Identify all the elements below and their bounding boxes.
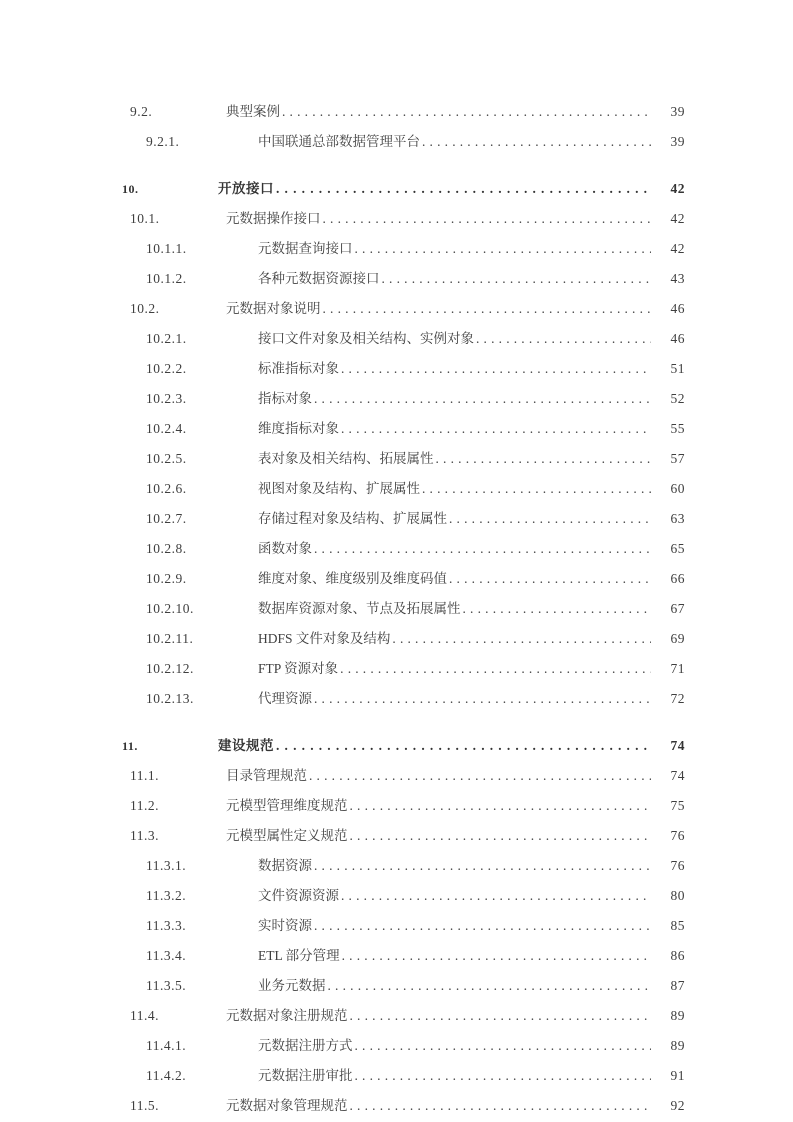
- toc-entry[interactable]: [108, 345, 685, 375]
- toc-leader-dots: [436, 452, 652, 466]
- toc-entry-number: 11.3.1.: [146, 857, 187, 873]
- toc-entry[interactable]: [108, 902, 685, 932]
- toc-entry-number: 9.2.1.: [146, 133, 180, 149]
- toc-entry-title: 数据库资源对象、节点及拓展属性: [258, 600, 461, 616]
- toc-entry-number: 11.3.4.: [146, 947, 187, 963]
- toc-entry-page-number: 74: [670, 767, 685, 783]
- toc-leader-dots: [314, 859, 651, 873]
- toc-entry-title: 标准指标对象: [258, 360, 339, 376]
- toc-entry[interactable]: [108, 585, 685, 615]
- toc-entry-title: 目录管理规范: [226, 767, 307, 783]
- toc-entry-title: 建设规范: [218, 737, 274, 753]
- toc-entry-number: 10.2.7.: [146, 510, 187, 526]
- toc-entry-number: 10.1.: [130, 210, 160, 226]
- toc-entry-number: 11.1.: [130, 767, 159, 783]
- toc-leader-dots: [314, 692, 651, 706]
- toc-entry-page-number: 71: [670, 660, 685, 676]
- toc-entry-title: 文件资源资源: [258, 887, 339, 903]
- toc-entry[interactable]: [108, 555, 685, 585]
- toc-leader-dots: [449, 512, 651, 526]
- toc-entry-number: 11.: [122, 739, 138, 753]
- toc-entry-page-number: 74: [670, 737, 685, 753]
- toc-entry[interactable]: [108, 992, 685, 1022]
- toc-entry-title: 元数据操作接口: [226, 210, 321, 226]
- toc-entry-title: 指标对象: [258, 390, 312, 406]
- toc-entry-page-number: 39: [670, 103, 685, 119]
- toc-entry-number: 10.1.1.: [146, 240, 187, 256]
- toc-entry-number: 11.5.: [130, 1097, 159, 1113]
- toc-leader-dots: [276, 182, 651, 196]
- toc-entry-number: 10.2.1.: [146, 330, 187, 346]
- toc-entry-page-number: 43: [670, 270, 685, 286]
- toc-entry[interactable]: [108, 88, 685, 118]
- toc-entry-title: ETL 部分管理: [258, 947, 340, 963]
- toc-entry[interactable]: [108, 255, 685, 285]
- toc-leader-dots: [449, 572, 651, 586]
- toc-entry[interactable]: [108, 722, 685, 752]
- toc-entry-title: 元模型属性定义规范: [226, 827, 348, 843]
- toc-leader-dots: [323, 302, 652, 316]
- toc-entry-number: 10.2.: [130, 300, 160, 316]
- toc-leader-dots: [340, 662, 651, 676]
- toc-entry[interactable]: [108, 465, 685, 495]
- toc-entry-number: 10.2.2.: [146, 360, 187, 376]
- toc-leader-dots: [323, 212, 652, 226]
- toc-leader-dots: [350, 829, 652, 843]
- toc-leader-dots: [350, 1009, 652, 1023]
- toc-entry-title: 视图对象及结构、扩展属性: [258, 480, 420, 496]
- toc-entry-title: 各种元数据资源接口: [258, 270, 380, 286]
- toc-leader-dots: [276, 739, 651, 753]
- toc-entry[interactable]: [108, 962, 685, 992]
- toc-leader-dots: [314, 392, 651, 406]
- toc-entry-page-number: 55: [670, 420, 685, 436]
- toc-entry-page-number: 91: [670, 1067, 685, 1083]
- toc-leader-dots: [392, 632, 651, 646]
- toc-entry[interactable]: [108, 118, 685, 148]
- toc-entry-number: 11.4.1.: [146, 1037, 187, 1053]
- toc-leader-dots: [309, 769, 651, 783]
- toc-entry-title: FTP 资源对象: [258, 660, 339, 676]
- toc-entry-page-number: 42: [670, 180, 685, 196]
- toc-entry[interactable]: [108, 405, 685, 435]
- toc-entry-page-number: 63: [670, 510, 685, 526]
- toc-entry-number: 10.2.8.: [146, 540, 187, 556]
- toc-entry-page-number: 46: [670, 330, 685, 346]
- toc-entry-title: 函数对象: [258, 540, 312, 556]
- toc-entry-number: 10.: [122, 182, 139, 196]
- toc-entry-number: 11.2.: [130, 797, 159, 813]
- toc-entry-number: 11.4.2.: [146, 1067, 187, 1083]
- toc-entry-title: 元数据对象管理规范: [226, 1097, 348, 1113]
- toc-entry-page-number: 75: [670, 797, 685, 813]
- toc-entry[interactable]: [108, 842, 685, 872]
- toc-leader-dots: [341, 362, 651, 376]
- toc-entry-number: 10.2.13.: [146, 690, 194, 706]
- toc-entry-title: 维度指标对象: [258, 420, 339, 436]
- toc-entry[interactable]: [108, 315, 685, 345]
- table-of-contents: [108, 88, 685, 1112]
- toc-entry-page-number: 66: [670, 570, 685, 586]
- toc-entry[interactable]: [108, 1082, 685, 1112]
- toc-entry[interactable]: [108, 225, 685, 255]
- toc-entry-page-number: 89: [670, 1037, 685, 1053]
- toc-leader-dots: [314, 919, 651, 933]
- toc-leader-dots: [382, 272, 652, 286]
- toc-leader-dots: [341, 889, 651, 903]
- toc-entry-page-number: 52: [670, 390, 685, 406]
- toc-entry-number: 9.2.: [130, 103, 153, 119]
- toc-entry-title: 元模型管理维度规范: [226, 797, 348, 813]
- toc-entry-title: 元数据注册方式: [258, 1037, 353, 1053]
- toc-leader-dots: [341, 422, 651, 436]
- toc-entry-title: 元数据对象注册规范: [226, 1007, 348, 1023]
- toc-entry-number: 11.3.5.: [146, 977, 187, 993]
- toc-entry-page-number: 65: [670, 540, 685, 556]
- toc-entry-page-number: 42: [670, 240, 685, 256]
- toc-entry-page-number: 76: [670, 827, 685, 843]
- toc-leader-dots: [422, 135, 651, 149]
- toc-entry-number: 11.4.: [130, 1007, 159, 1023]
- toc-entry-page-number: 42: [670, 210, 685, 226]
- toc-entry-number: 10.2.10.: [146, 600, 194, 616]
- toc-entry[interactable]: [108, 872, 685, 902]
- toc-leader-dots: [463, 602, 652, 616]
- toc-leader-dots: [422, 482, 651, 496]
- toc-leader-dots: [314, 542, 651, 556]
- toc-entry[interactable]: [108, 525, 685, 555]
- toc-entry-page-number: 86: [670, 947, 685, 963]
- toc-entry-page-number: 85: [670, 917, 685, 933]
- toc-entry-page-number: 57: [670, 450, 685, 466]
- toc-entry-title: 典型案例: [226, 103, 280, 119]
- toc-leader-dots: [355, 1069, 652, 1083]
- toc-entry-title: 元数据注册审批: [258, 1067, 353, 1083]
- toc-entry[interactable]: [108, 752, 685, 782]
- toc-entry-page-number: 60: [670, 480, 685, 496]
- toc-entry[interactable]: [108, 435, 685, 465]
- toc-entry-page-number: 39: [670, 133, 685, 149]
- toc-entry-page-number: 87: [670, 977, 685, 993]
- toc-entry-number: 11.3.3.: [146, 917, 187, 933]
- toc-leader-dots: [350, 1099, 652, 1113]
- toc-entry-page-number: 67: [670, 600, 685, 616]
- toc-entry-number: 11.3.2.: [146, 887, 187, 903]
- toc-entry-title: 业务元数据: [258, 977, 326, 993]
- toc-leader-dots: [355, 1039, 652, 1053]
- toc-entry[interactable]: [108, 1022, 685, 1052]
- toc-entry-page-number: 89: [670, 1007, 685, 1023]
- toc-entry[interactable]: [108, 812, 685, 842]
- toc-entry-number: 10.2.11.: [146, 630, 194, 646]
- toc-entry-page-number: 51: [670, 360, 685, 376]
- toc-entry[interactable]: [108, 675, 685, 705]
- toc-entry-title: 开放接口: [218, 180, 274, 196]
- toc-entry-page-number: 80: [670, 887, 685, 903]
- toc-entry[interactable]: [108, 495, 685, 525]
- toc-entry[interactable]: [108, 645, 685, 675]
- toc-entry-title: HDFS 文件对象及结构: [258, 630, 391, 646]
- toc-entry-title: 存储过程对象及结构、扩展属性: [258, 510, 447, 526]
- toc-leader-dots: [476, 332, 651, 346]
- toc-leader-dots: [282, 105, 651, 119]
- toc-entry-page-number: 92: [670, 1097, 685, 1113]
- toc-entry-title: 代理资源: [258, 690, 312, 706]
- toc-entry-title: 表对象及相关结构、拓展属性: [258, 450, 434, 466]
- toc-entry[interactable]: [108, 782, 685, 812]
- toc-entry-number: 10.2.12.: [146, 660, 194, 676]
- toc-entry-number: 10.2.9.: [146, 570, 187, 586]
- toc-entry-title: 数据资源: [258, 857, 312, 873]
- toc-entry-number: 10.2.5.: [146, 450, 187, 466]
- toc-entry-page-number: 76: [670, 857, 685, 873]
- toc-entry-title: 元数据对象说明: [226, 300, 321, 316]
- toc-leader-dots: [342, 949, 651, 963]
- toc-leader-dots: [350, 799, 652, 813]
- toc-entry[interactable]: [108, 615, 685, 645]
- toc-entry[interactable]: [108, 375, 685, 405]
- toc-entry-page-number: 46: [670, 300, 685, 316]
- toc-entry-page-number: 69: [670, 630, 685, 646]
- toc-entry-title: 维度对象、维度级别及维度码值: [258, 570, 447, 586]
- toc-entry[interactable]: [108, 165, 685, 195]
- toc-entry-number: 11.3.: [130, 827, 159, 843]
- toc-entry[interactable]: [108, 285, 685, 315]
- toc-entry[interactable]: [108, 932, 685, 962]
- toc-entry[interactable]: [108, 195, 685, 225]
- toc-entry-number: 10.1.2.: [146, 270, 187, 286]
- toc-leader-dots: [355, 242, 652, 256]
- toc-entry-number: 10.2.3.: [146, 390, 187, 406]
- toc-entry-title: 中国联通总部数据管理平台: [258, 133, 420, 149]
- toc-entry-title: 元数据查询接口: [258, 240, 353, 256]
- toc-entry-title: 实时资源: [258, 917, 312, 933]
- toc-leader-dots: [328, 979, 652, 993]
- toc-entry-number: 10.2.4.: [146, 420, 187, 436]
- toc-entry-page-number: 72: [670, 690, 685, 706]
- toc-entry-title: 接口文件对象及相关结构、实例对象: [258, 330, 474, 346]
- toc-entry[interactable]: [108, 1052, 685, 1082]
- toc-entry-number: 10.2.6.: [146, 480, 187, 496]
